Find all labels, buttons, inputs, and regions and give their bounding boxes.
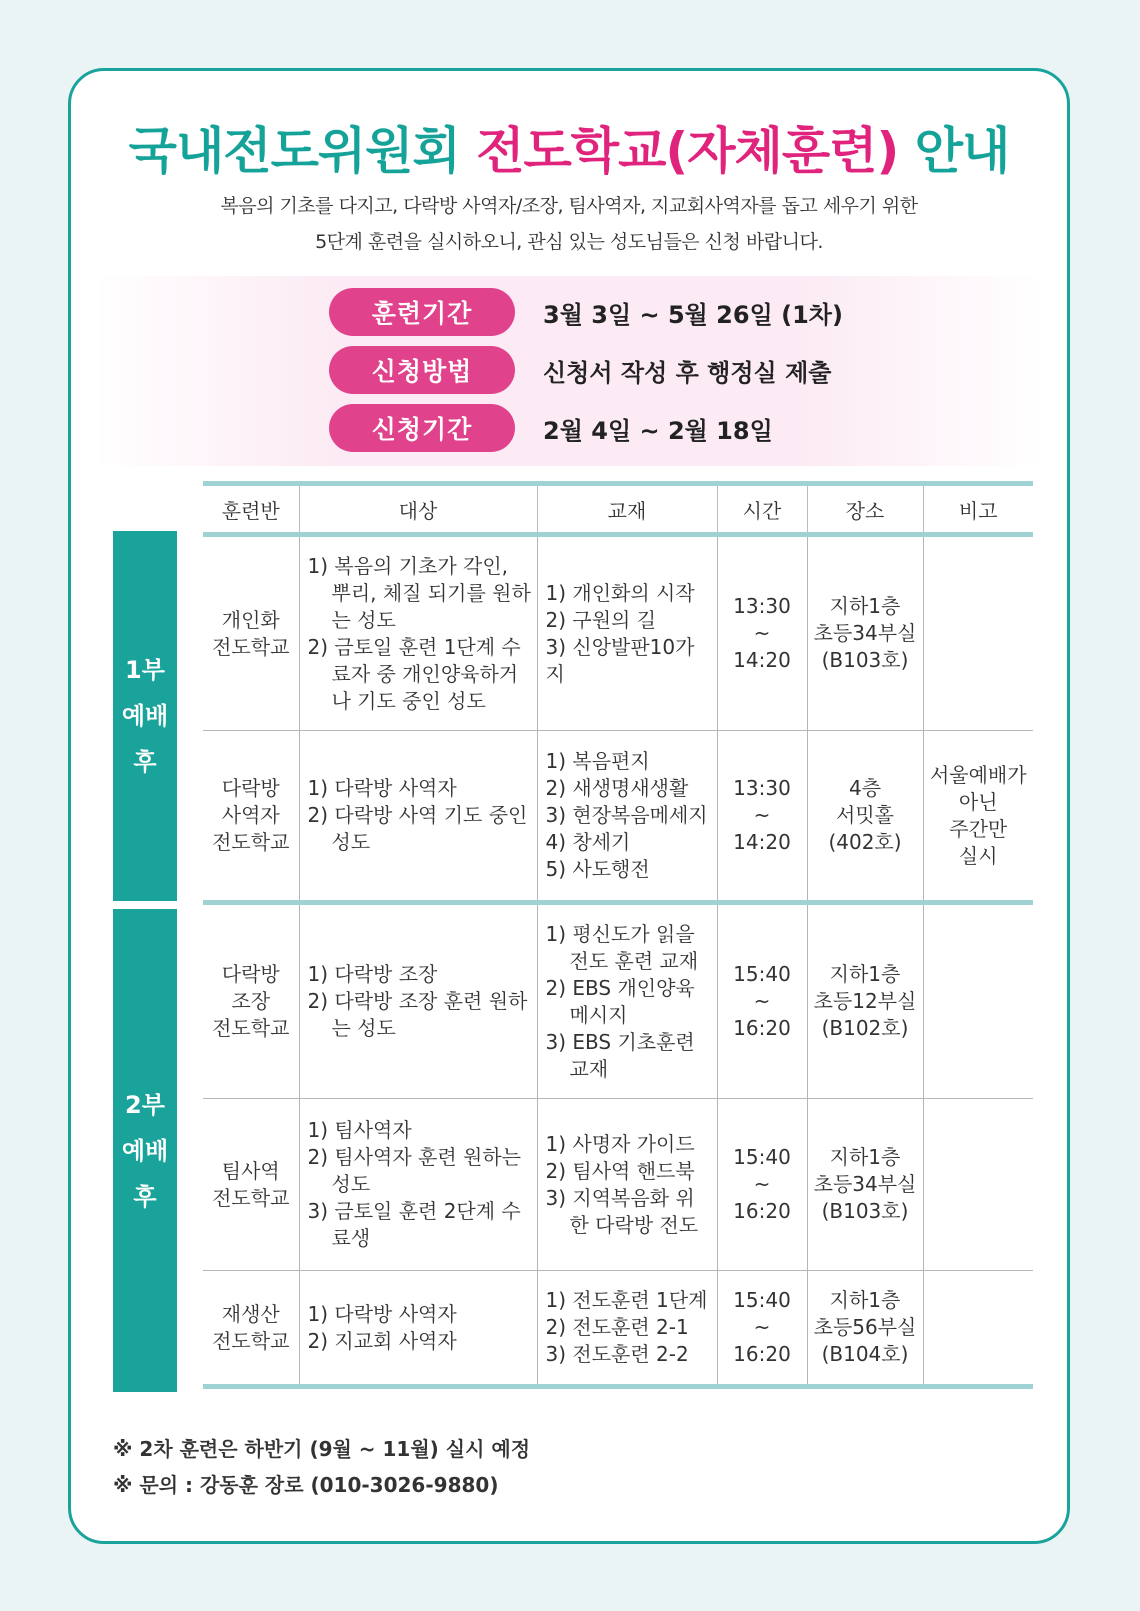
info-value: 3월 3일 ~ 5월 26일 (1차) <box>543 300 843 329</box>
table-header-row <box>203 484 1033 535</box>
place-cell: 지하1층 초등56부실 (B104호) <box>807 1271 923 1387</box>
place-cell: 지하1층 초등34부실 (B103호) <box>807 535 923 731</box>
info-value: 2월 4일 ~ 2월 18일 <box>543 416 773 445</box>
class-name: 팀사역 전도학교 <box>203 1099 299 1271</box>
material-cell: 1) 개인화의 시작 2) 구원의 길 3) 신앙발판10가지 <box>537 535 717 731</box>
info-row-apply-period <box>329 404 773 452</box>
table-row <box>203 1099 1033 1271</box>
target-cell: 1) 다락방 사역자 2) 다락방 사역 기도 중인 성도 <box>299 731 537 903</box>
subtitle-line-1: 복음의 기초를 다지고, 다락방 사역자/조장, 팀사역자, 지교회사역자를 돕고 세우기 위한 <box>220 195 918 217</box>
table-row <box>203 535 1033 731</box>
class-name: 다락방 조장 전도학교 <box>203 903 299 1099</box>
header-time: 시간 <box>717 484 807 535</box>
subtitle <box>71 188 1067 260</box>
schedule-table <box>203 481 1033 1389</box>
header-note: 비고 <box>923 484 1033 535</box>
target-cell: 1) 다락방 사역자 2) 지교회 사역자 <box>299 1271 537 1387</box>
header-target: 대상 <box>299 484 537 535</box>
page-title: 국내전도위원회 전도학교(자체훈련) 안내 <box>128 122 1010 180</box>
note-contact: ※ 문의 : 강동훈 장로 (010-3026-9880) <box>113 1473 499 1497</box>
class-name: 다락방 사역자 전도학교 <box>203 731 299 903</box>
time-cell: 13:30 ~ 14:20 <box>717 535 807 731</box>
material-cell: 1) 평신도가 읽을 전도 훈련 교재 2) EBS 개인양육 메시지 3) EBS 기초훈련 교재 <box>537 903 717 1099</box>
note-cell <box>923 1271 1033 1387</box>
place-cell: 4층 서밋홀 (402호) <box>807 731 923 903</box>
material-cell: 1) 복음편지 2) 새생명새생활 3) 현장복음메세지 4) 창세기 5) 사도행전 <box>537 731 717 903</box>
target-cell: 1) 팀사역자 2) 팀사역자 훈련 원하는 성도 3) 금토일 훈련 2단계 수료생 <box>299 1099 537 1271</box>
time-cell: 15:40 ~ 16:20 <box>717 903 807 1099</box>
info-label: 신청기간 <box>329 404 515 452</box>
table-row <box>203 903 1033 1099</box>
note-cell: 서울예배가 아닌 주간만 실시 <box>923 731 1033 903</box>
class-name: 개인화 전도학교 <box>212 607 290 659</box>
note-cell <box>923 535 1033 731</box>
group-label-1: 1부 예배 후 <box>113 531 177 901</box>
header-material: 교재 <box>537 484 717 535</box>
info-label: 훈련기간 <box>329 288 515 336</box>
group-label-2: 2부 예배 후 <box>113 909 177 1392</box>
info-row-method <box>329 346 831 394</box>
material-cell: 1) 전도훈련 1단계 2) 전도훈련 2-1 3) 전도훈련 2-2 <box>537 1271 717 1387</box>
note-cell <box>923 903 1033 1099</box>
info-band <box>95 276 1043 466</box>
subtitle-line-2: 5단계 훈련을 실시하오니, 관심 있는 성도님들은 신청 바랍니다. <box>315 231 823 253</box>
time-cell: 15:40 ~ 16:20 <box>717 1271 807 1387</box>
info-value: 신청서 작성 후 행정실 제출 <box>543 358 832 387</box>
header-place: 장소 <box>807 484 923 535</box>
footer-notes <box>113 1431 530 1503</box>
class-name: 재생산 전도학교 <box>203 1271 299 1387</box>
time-cell: 15:40 ~ 16:20 <box>717 1099 807 1271</box>
info-row-period <box>329 288 843 336</box>
material-cell: 1) 사명자 가이드 2) 팀사역 핸드북 3) 지역복음화 위한 다락방 전도 <box>537 1099 717 1271</box>
place-cell: 지하1층 초등34부실 (B103호) <box>807 1099 923 1271</box>
info-label: 신청방법 <box>329 346 515 394</box>
target-cell: 1) 다락방 조장 2) 다락방 조장 훈련 원하는 성도 <box>299 903 537 1099</box>
note-second-round: ※ 2차 훈련은 하반기 (9월 ~ 11월) 실시 예정 <box>113 1437 531 1461</box>
target-cell: 1) 복음의 기초가 각인, 뿌리, 체질 되기를 원하는 성도 2) 금토일 훈련 1단계 수료자 중 개인양육하거나 기도 중인 성도 <box>299 535 537 731</box>
notice-card <box>68 68 1070 1544</box>
note-cell <box>923 1099 1033 1271</box>
time-cell: 13:30 ~ 14:20 <box>717 731 807 903</box>
table-row <box>203 731 1033 903</box>
place-cell: 지하1층 초등12부실 (B102호) <box>807 903 923 1099</box>
table-row <box>203 1271 1033 1387</box>
header-class: 훈련반 <box>203 484 299 535</box>
